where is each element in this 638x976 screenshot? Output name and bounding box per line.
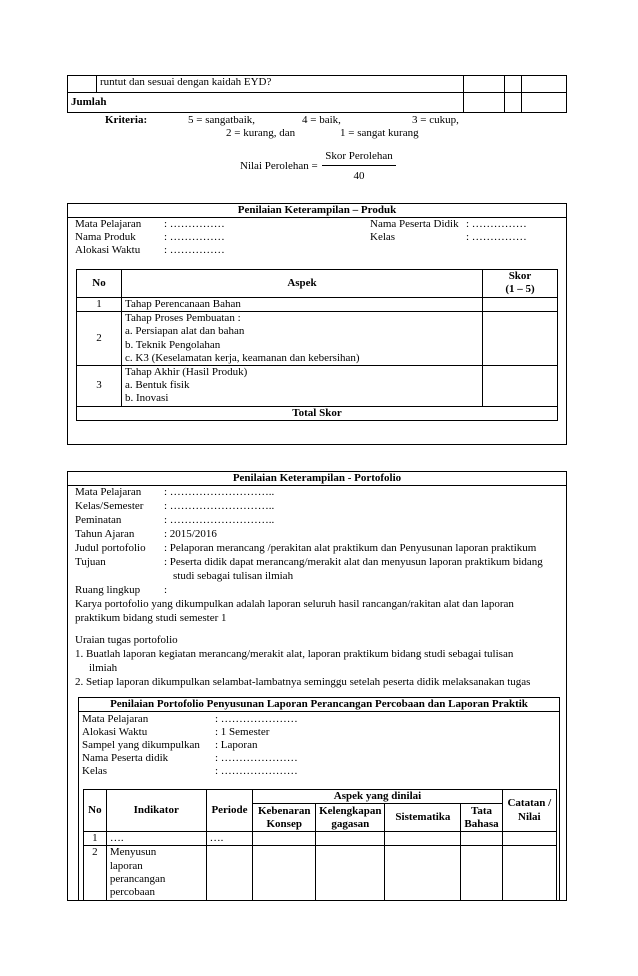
row-no: 2 [77, 312, 122, 366]
formula-left: Nilai Perolehan = [240, 160, 318, 172]
row-aspek: Tahap Proses Pembuatan : a. Persiapan alat dan bahan b. Teknik Pengolahan c. K3 (Keselamatan kerja, keamanan dan kebersihan) [122, 312, 483, 366]
row-indikator: …. [106, 832, 206, 846]
col-aspek-dinilai: Aspek yang dinilai [253, 790, 502, 804]
fraction-line [322, 165, 396, 166]
formula-denominator: 40 [353, 170, 365, 182]
col-kelengkapan: Kelengkapan gagasan [316, 804, 385, 832]
row-no: 1 [84, 832, 107, 846]
total-skor: Total Skor [77, 406, 558, 420]
col-tata-bahasa: Tata Bahasa [461, 804, 502, 832]
col-aspek: Aspek [122, 270, 483, 298]
in-alokasi-waktu: Alokasi Waktu [82, 726, 148, 738]
pf-karya-line2: praktikum bidang studi semester 1 [75, 612, 227, 624]
field-kelas: Kelas [370, 231, 396, 243]
inner-title: Penilaian Portofolio Penyusunan Laporan Perancangan Percobaan dan Laporan Praktik [110, 698, 528, 710]
row-aspek: Tahap Perencanaan Bahan [122, 298, 483, 312]
col-no: No [84, 790, 107, 832]
produk-title: Penilaian Keterampilan – Produk [237, 204, 397, 216]
col-skor: Skor (1 – 5) [483, 270, 558, 298]
kriteria-4: 4 = baik, [302, 114, 341, 126]
pf-uraian-2: 2. Setiap laporan dikumpulkan selambat-lambatnya seminggu setelah peserta didik melaksanakan tugas [75, 676, 531, 688]
portofolio-score-table [83, 789, 557, 900]
pf-tujuan-cont: studi sebagai tulisan ilmiah [173, 570, 294, 582]
field-nama-produk: Nama Produk [75, 231, 136, 243]
kriteria-3: 3 = cukup, [412, 114, 459, 126]
formula-numerator: Skor Perolehan [325, 150, 393, 162]
row-periode: …. [206, 832, 253, 846]
top-score-table [67, 75, 567, 113]
row-aspek: Tahap Akhir (Hasil Produk) a. Bentuk fisik b. Inovasi [122, 365, 483, 406]
pf-ruang-lingkup: Ruang lingkup [75, 584, 141, 596]
produk-table [76, 269, 558, 421]
pf-judul: Judul portofolio [75, 542, 146, 554]
pf-kelas-semester: Kelas/Semester [75, 500, 144, 512]
kriteria-1: 1 = sangat kurang [340, 127, 419, 139]
row-no: 3 [77, 365, 122, 406]
col-sistematika: Sistematika [385, 804, 461, 832]
row-indikator: Menyusun laporan perancangan percobaan [106, 846, 206, 900]
pf-uraian-1: 1. Buatlah laporan kegiatan merancang/merakit alat, laporan praktikum bidang studi sebagai tulisan [75, 648, 514, 660]
pf-uraian-1-cont: ilmiah [89, 662, 118, 674]
jumlah-label: Jumlah [68, 93, 464, 113]
pf-peminatan: Peminatan [75, 514, 122, 526]
pf-tahun-ajaran: Tahun Ajaran [75, 528, 135, 540]
empty-cell [68, 76, 97, 93]
col-catatan: Catatan / Nilai [502, 790, 556, 832]
field-alokasi-waktu: Alokasi Waktu [75, 244, 141, 256]
in-sampel: Sampel yang dikumpulkan [82, 739, 200, 751]
in-nama-peserta: Nama Peserta didik [82, 752, 169, 764]
kriteria-2: 2 = kurang, dan [226, 127, 296, 139]
pf-uraian-title: Uraian tugas portofolio [75, 634, 178, 646]
in-kelas: Kelas [82, 765, 108, 777]
in-mata-pelajaran: Mata Pelajaran [82, 713, 149, 725]
criteria-text: runtut dan sesuai dengan kaidah EYD? [97, 76, 464, 93]
pf-mata-pelajaran: Mata Pelajaran [75, 486, 142, 498]
pf-karya-line1: Karya portofolio yang dikumpulkan adalah laporan seluruh hasil rancangan/rakitan alat dan laporan [75, 598, 514, 610]
field-nama-peserta: Nama Peserta Didik [370, 218, 459, 230]
row-no: 2 [84, 846, 107, 900]
kriteria-5: 5 = sangatbaik, [188, 114, 255, 126]
kriteria-label: Kriteria: [105, 114, 148, 126]
pf-tujuan: Tujuan [75, 556, 106, 568]
col-periode: Periode [206, 790, 253, 832]
col-kebenaran: Kebenaran Konsep [253, 804, 316, 832]
field-mata-pelajaran: Mata Pelajaran [75, 218, 142, 230]
col-no: No [77, 270, 122, 298]
col-indikator: Indikator [106, 790, 206, 832]
portofolio-title: Penilaian Keterampilan - Portofolio [232, 472, 402, 484]
row-no: 1 [77, 298, 122, 312]
